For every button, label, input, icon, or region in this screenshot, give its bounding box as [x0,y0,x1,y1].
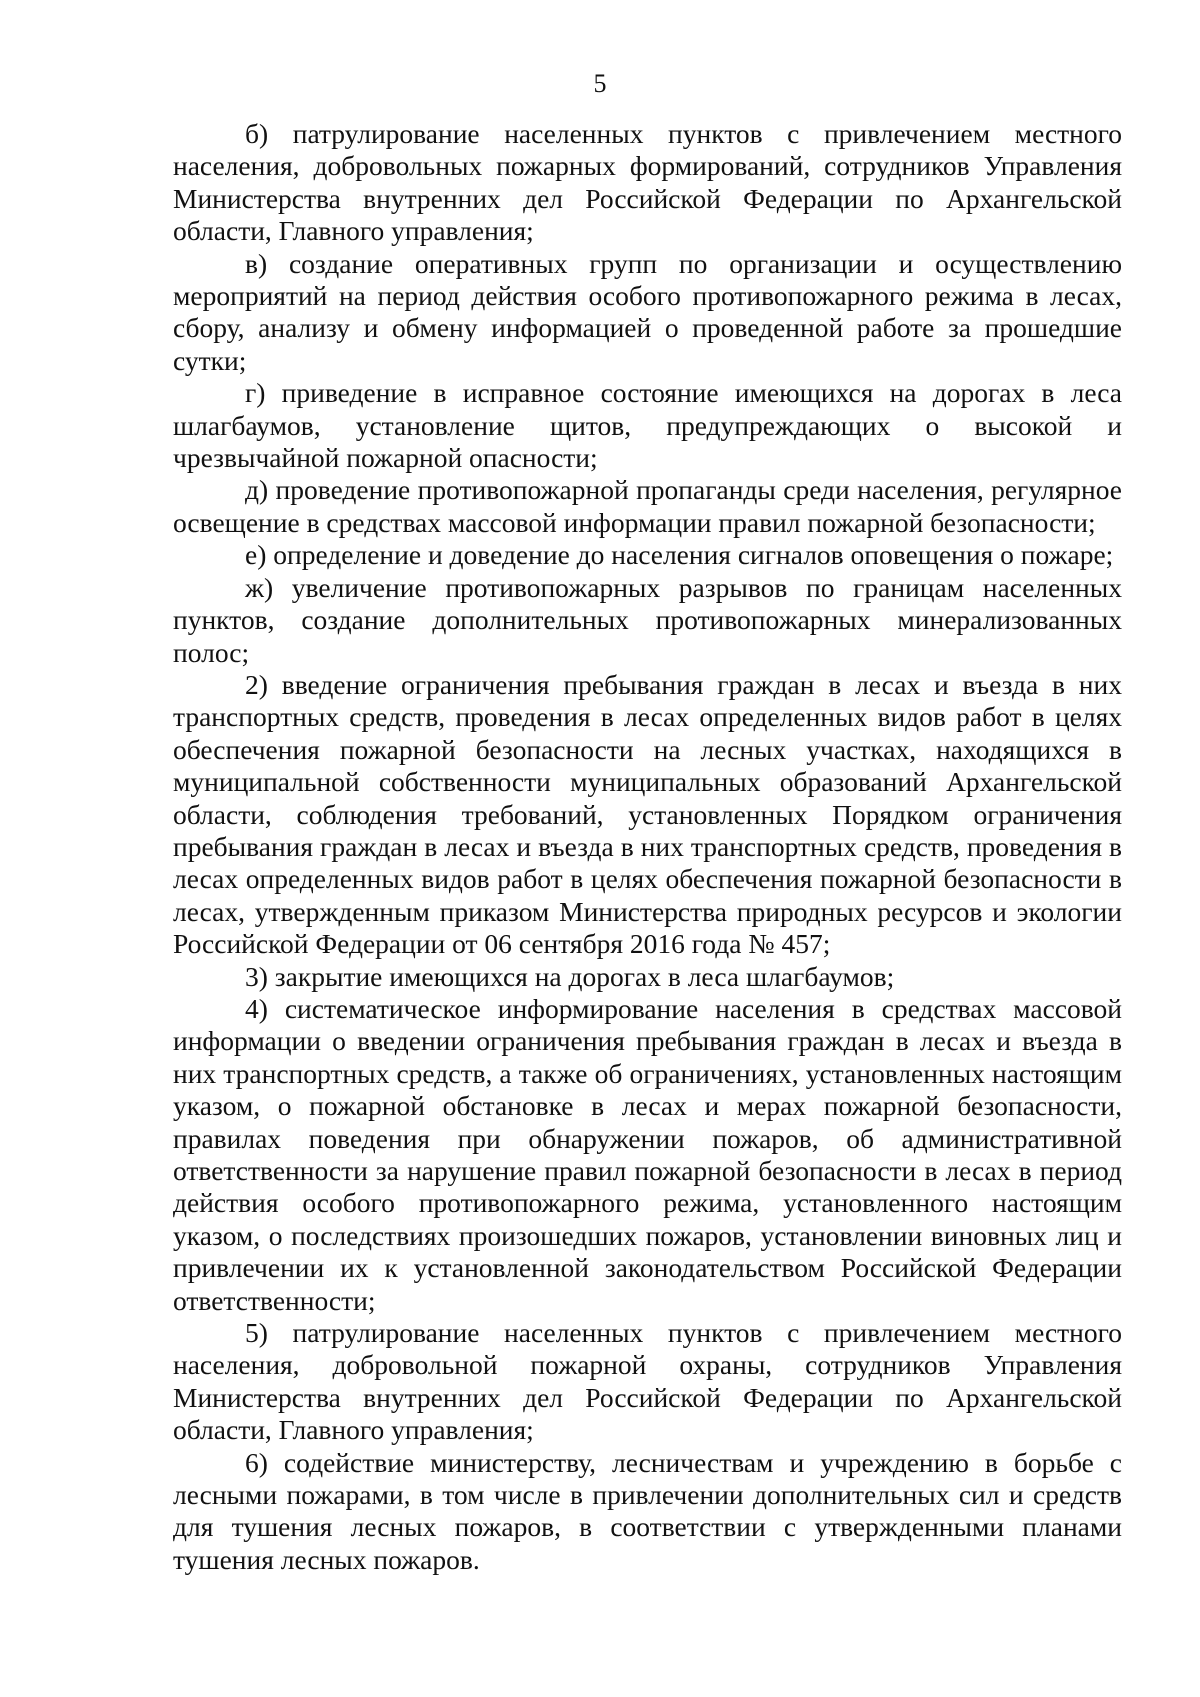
paragraph-zh-firebreaks: ж) увеличение противопожарных разрывов по границам населенных пунктов, создание дополнительных противопожарных минерализованных полос; [173,571,1122,668]
paragraph-d-fire-propaganda: д) проведение противопожарной пропаганды среди населения, регулярное освещение в средствах массовой информации правил пожарной безопасности; [173,474,1122,538]
document-body [173,118,1122,1576]
paragraph-2-forest-access-restriction: 2) введение ограничения пребывания граждан в лесах и въезда в них транспортных средств, проведения в лесах определенных видов работ в целях обеспечения пожарной безопасности на лесных участках, находящихся в муниципальной собственности муниципальных образований Архангельской области, соблюдения требований, установленных Порядком ограничения пребывания граждан в лесах и въезда в них транспортных средств, проведения в лесах определенных видов работ в целях обеспечения пожарной безопасности в лесах, утвержденным приказом Министерства природных ресурсов и экологии Российской Федерации от 06 сентября 2016 года № 457; [173,668,1122,960]
paragraph-5-patrolling: 5) патрулирование населенных пунктов с привлечением местного населения, добровольной пожарной охраны, сотрудников Управления Министерства внутренних дел Российской Федерации по Архангельской области, Главного управления; [173,1317,1122,1446]
page-number: 5 [593,69,607,98]
paragraph-3-closing-barriers: 3) закрытие имеющихся на дорогах в леса шлагбаумов; [245,960,895,992]
paragraph-6-firefighting-assistance: 6) содействие министерству, лесничествам и учреждению в борьбе с лесными пожарами, в том числе в привлечении дополнительных сил и средств для тушения лесных пожаров, в соответствии с утвержденными планами тушения лесных пожаров. [173,1446,1122,1575]
paragraph-v-operational-groups: в) создание оперативных групп по организации и осуществлению мероприятий на период действия особого противопожарного режима в лесах, сбору, анализу и обмену информацией о проведенной работе за прошедшие сутки; [173,247,1122,376]
paragraph-g-barriers-repair: г) приведение в исправное состояние имеющихся на дорогах в леса шлагбаумов, установление щитов, предупреждающих о высокой и чрезвычайной пожарной опасности; [173,377,1122,474]
paragraph-e-fire-signals: е) определение и доведение до населения сигналов оповещения о пожаре; [245,539,1114,571]
paragraph-b-patrolling: б) патрулирование населенных пунктов с привлечением местного населения, добровольных пожарных формирований, сотрудников Управления Министерства внутренних дел Российской Федерации по Архангельской области, Главного управления; [173,118,1122,247]
paragraph-4-public-information: 4) систематическое информирование населения в средствах массовой информации о введении ограничения пребывания граждан в лесах и въезда в них транспортных средств, а также об ограничениях, установленных настоящим указом, о пожарной обстановке в лесах и мерах пожарной безопасности, правилах поведения при обнаружении пожаров, об административной ответственности за нарушение правил пожарной безопасности в лесах в период действия особого противопожарного режима, установленного настоящим указом, о последствиях произошедших пожаров, установлении виновных лиц и привлечении их к установленной законодательством Российской Федерации ответственности; [173,992,1122,1316]
